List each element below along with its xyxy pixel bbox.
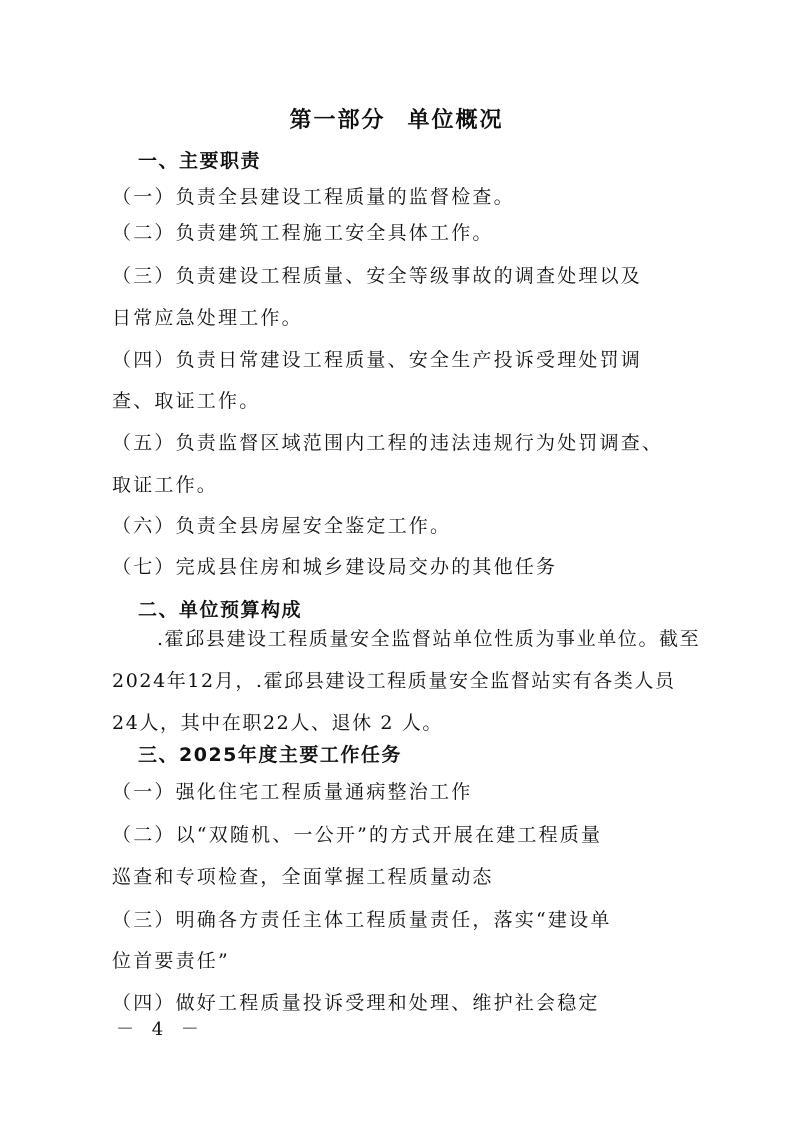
duty-line: （六）负责全县房屋安全鉴定工作。 — [112, 515, 452, 537]
title-part: 第一部分 — [289, 108, 386, 133]
duty-line: （一）负责全县建设工程质量的监督检查。 — [112, 186, 515, 208]
duty-line: （三）负责建设工程质量、安全等级事故的调查处理以及 — [112, 265, 643, 287]
duty-line: 取证工作。 — [112, 474, 219, 496]
duty-line: （七）完成县住房和城乡建设局交办的其他任务 — [112, 556, 558, 578]
duty-line: （二）负责建筑工程施工安全具体工作。 — [112, 222, 494, 244]
task-line: （二）以“双随机、一公开”的方式开展在建工程质量 — [112, 824, 603, 846]
task-line: （四）做好工程质量投诉受理和处理、维护社会稳定 — [112, 992, 600, 1014]
page-title — [0, 103, 793, 134]
duty-line: （五）负责监督区域范围内工程的违法违规行为处罚调查、 — [112, 432, 664, 454]
section-heading-tasks: 三、2025年度主要工作任务 — [138, 744, 402, 766]
page-number: － 4 － — [116, 1019, 205, 1040]
task-line: （三）明确各方责任主体工程质量责任，落实“建设单 — [112, 909, 612, 931]
duty-line: 日常应急处理工作。 — [112, 307, 303, 329]
section-heading-budget: 二、单位预算构成 — [138, 599, 303, 621]
budget-paragraph: .霍邱县建设工程质量安全监督站单位性质为事业单位。截至2024年12月，.霍邱县建设工程质量安全监督站实有各类人员 24人，其中在职22人、退休 2 人。 — [112, 628, 701, 734]
duty-line: （四）负责日常建设工程质量、安全生产投诉受理处罚调 — [112, 349, 643, 371]
task-line: 巡查和专项检查，全面掌握工程质量动态 — [112, 866, 494, 888]
title-name: 单位概况 — [407, 108, 504, 133]
task-line: 位首要责任” — [112, 950, 230, 972]
section-heading-duties: 一、主要职责 — [138, 150, 262, 172]
task-line: （一）强化住宅工程质量通病整治工作 — [112, 781, 473, 803]
duty-line: 查、取证工作。 — [112, 390, 261, 412]
